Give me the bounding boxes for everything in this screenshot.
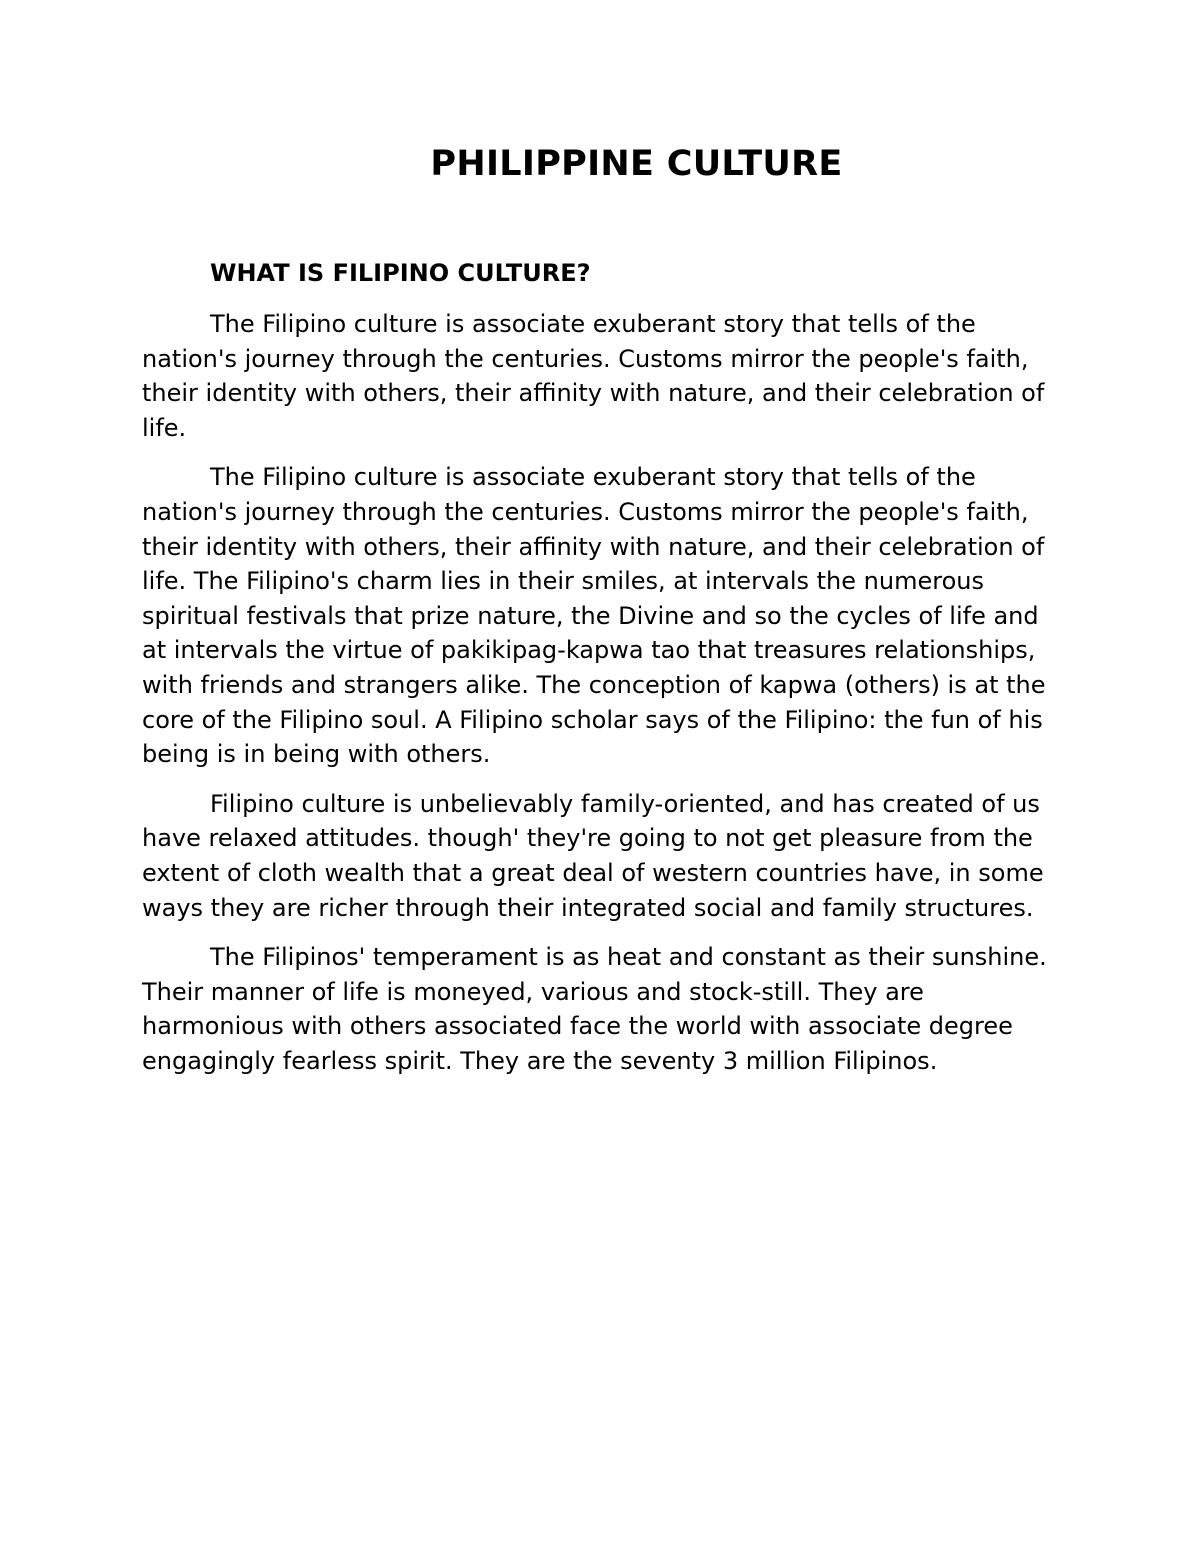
- paragraph-1: The Filipino culture is associate exuberant story that tells of the nation's journey through the centuries. Customs mirror the people's faith, their identity with others, their affinity with nature, and their celebration of life.: [142, 310, 1045, 442]
- document-body: [142, 307, 1064, 1093]
- paragraph-3: Filipino culture is unbelievably family-oriented, and has created of us have relaxed attitudes. though' they're going to not get pleasure from the extent of cloth wealth that a great deal of western countries have, in some ways they are richer through their integrated social and family structures.: [142, 789, 1044, 922]
- paragraph-2: The Filipino culture is associate exuberant story that tells of the nation's journey through the centuries. Customs mirror the people's faith, their identity with others, their affinity with nature, and their celebration of life. The Filipino's charm lies in their smiles, at intervals the numerous spiritual festivals that prize nature, the Divine and so the cycles of life and at intervals the virtue of pakikipag-kapwa tao that treasures relationships, with friends and strangers alike. The conception of kapwa (others) is at the core of the Filipino soul. A Filipino scholar says of the Filipino: the fun of his being is in being with others.: [142, 463, 1046, 769]
- section-heading: WHAT IS FILIPINO CULTURE?: [210, 259, 591, 287]
- document-title: PHILIPPINE CULTURE: [430, 144, 843, 184]
- paragraph-4: The Filipinos' temperament is as heat and constant as their sunshine. Their manner of life is moneyed, various and stock-still. They are harmonious with others associated face the world with associate degree engagingly fearless spirit. They are the seventy 3 million Filipinos.: [142, 943, 1047, 1075]
